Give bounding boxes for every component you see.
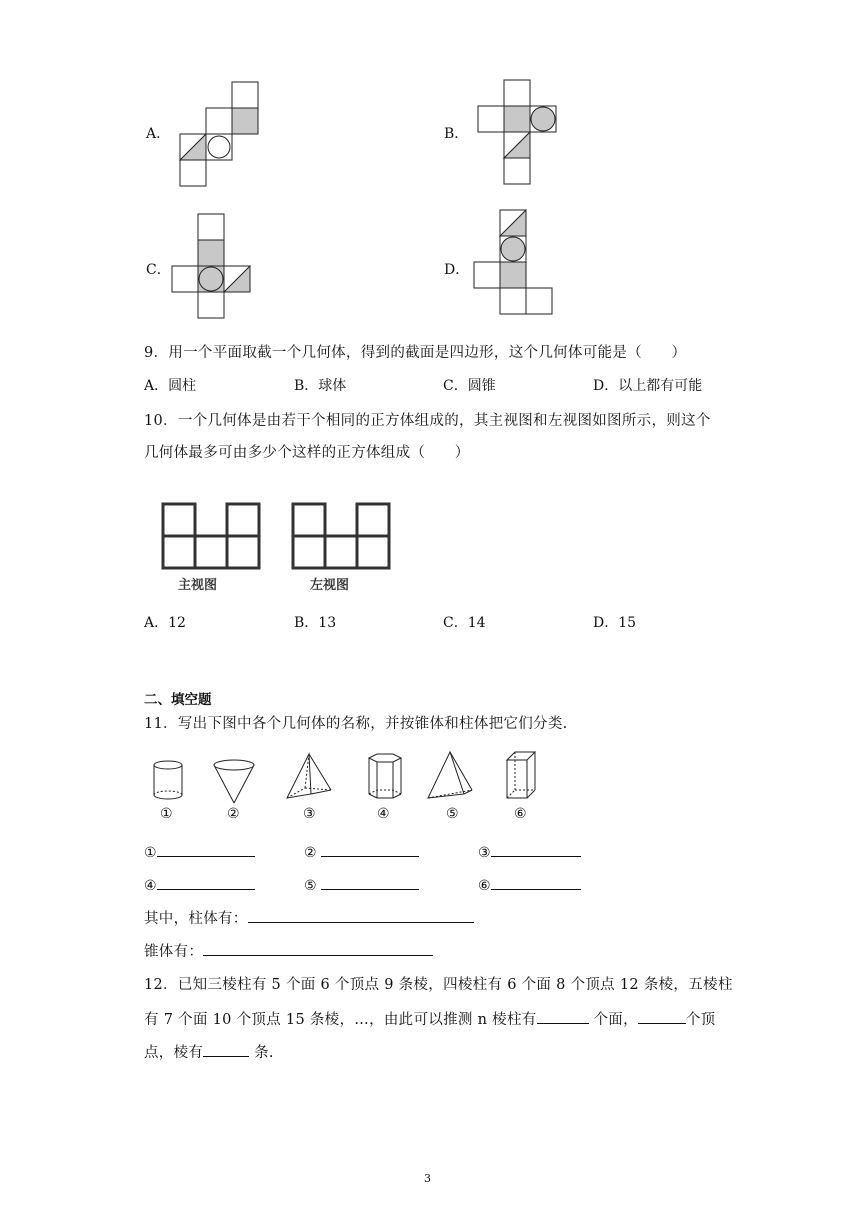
shape-number-1: ① — [160, 806, 173, 822]
option-d-label: D． — [444, 262, 470, 278]
front-view-figure — [155, 500, 267, 572]
prism-answer-row — [144, 908, 474, 928]
cube-net-d[interactable] — [472, 208, 572, 320]
pyramid-answer-row — [144, 941, 433, 961]
left-view-label: 左视图 — [310, 578, 350, 593]
answer-blank-5[interactable] — [321, 875, 419, 890]
question-12-line1: 12．已知三棱柱有 5 个面 6 个顶点 9 条棱，四棱柱有 6 个面 8 个顶点 12 条棱，五棱柱 — [144, 977, 733, 993]
cube-net-b[interactable] — [470, 78, 570, 190]
cylinder-figure — [150, 757, 190, 805]
answer-row-5 — [304, 875, 419, 895]
answer-blank-2[interactable] — [321, 842, 419, 857]
answer-blank-6[interactable] — [491, 875, 581, 890]
question-12-line3 — [144, 1042, 274, 1062]
front-view-label: 主视图 — [178, 578, 218, 593]
answer-label-6: ⑥ — [478, 878, 491, 894]
answer-label-2: ② — [304, 845, 317, 861]
q12-vertices-blank[interactable] — [638, 1009, 686, 1024]
option-c-label: C． — [146, 262, 171, 278]
left-view-figure — [285, 500, 397, 572]
answer-row-4 — [144, 875, 255, 895]
q9-option-d[interactable]: D．以上都有可能 — [593, 378, 703, 394]
option-b-label: B． — [444, 126, 469, 142]
cube-net-a[interactable] — [170, 80, 270, 190]
q12-faces-blank[interactable] — [537, 1009, 589, 1024]
rectangular-prism-figure — [503, 750, 543, 804]
q10-option-d[interactable]: D．15 — [593, 615, 637, 631]
answer-row-2 — [304, 842, 419, 862]
q9-option-a[interactable]: A．圆柱 — [144, 378, 197, 394]
q10-option-a[interactable]: A．12 — [144, 615, 186, 631]
answer-label-3: ③ — [478, 845, 491, 861]
triangular-pyramid-figure — [424, 750, 476, 804]
q10-option-b[interactable]: B．13 — [294, 615, 337, 631]
question-12-line2 — [144, 1009, 715, 1029]
q12-line3-text-a: 点，棱有 — [144, 1045, 204, 1061]
shape-number-5: ⑤ — [446, 806, 459, 822]
q12-edges-blank[interactable] — [203, 1042, 249, 1057]
pyramid-answer-blank[interactable] — [203, 941, 433, 956]
question-10-line2: 几何体最多可由多少个这样的正方体组成（ ） — [144, 445, 470, 461]
shape-number-6: ⑥ — [514, 806, 527, 822]
question-9-text: 9．用一个平面取截一个几何体，得到的截面是四边形，这个几何体可能是（ ） — [144, 345, 687, 361]
answer-row-6 — [478, 875, 581, 895]
hexagonal-prism-figure — [363, 752, 407, 804]
cube-net-c[interactable] — [168, 212, 268, 324]
shape-number-2: ② — [227, 806, 240, 822]
q10-option-c[interactable]: C．14 — [443, 615, 486, 631]
answer-label-4: ④ — [144, 878, 157, 894]
question-10-line1: 10．一个几何体是由若干个相同的正方体组成的，其主视图和左视图如图所示，则这个 — [144, 413, 711, 429]
q12-line3-text-b: 条. — [254, 1045, 274, 1061]
answer-row-1 — [144, 842, 255, 862]
answer-label-1: ① — [144, 845, 157, 861]
answer-blank-3[interactable] — [491, 842, 581, 857]
answer-row-3 — [478, 842, 581, 862]
answer-blank-4[interactable] — [157, 875, 255, 890]
section-2-title: 二、填空题 — [144, 692, 212, 708]
cone-figure — [210, 757, 260, 807]
q9-option-b[interactable]: B．球体 — [294, 378, 347, 394]
shape-number-3: ③ — [303, 806, 316, 822]
option-a-label: A． — [146, 126, 171, 142]
prism-answer-blank[interactable] — [248, 908, 474, 923]
page-number: 3 — [424, 1172, 431, 1185]
q9-option-c[interactable]: C．圆锥 — [443, 378, 496, 394]
answer-blank-1[interactable] — [157, 842, 255, 857]
pyramid-label: 锥体有： — [144, 944, 204, 960]
shape-number-4: ④ — [377, 806, 390, 822]
question-11-text: 11．写出下图中各个几何体的名称，并按锥体和柱体把它们分类. — [144, 716, 568, 732]
q12-line2-text-c: 个顶 — [685, 1012, 716, 1028]
square-pyramid-figure — [283, 752, 335, 804]
prism-label: 其中，柱体有： — [144, 911, 248, 927]
answer-label-5: ⑤ — [304, 878, 317, 894]
q12-line2-text-a: 有 7 个面 10 个顶点 15 条棱，…，由此可以推测 n 棱柱有 — [144, 1012, 537, 1028]
q12-line2-text-b: 个面， — [593, 1012, 638, 1028]
